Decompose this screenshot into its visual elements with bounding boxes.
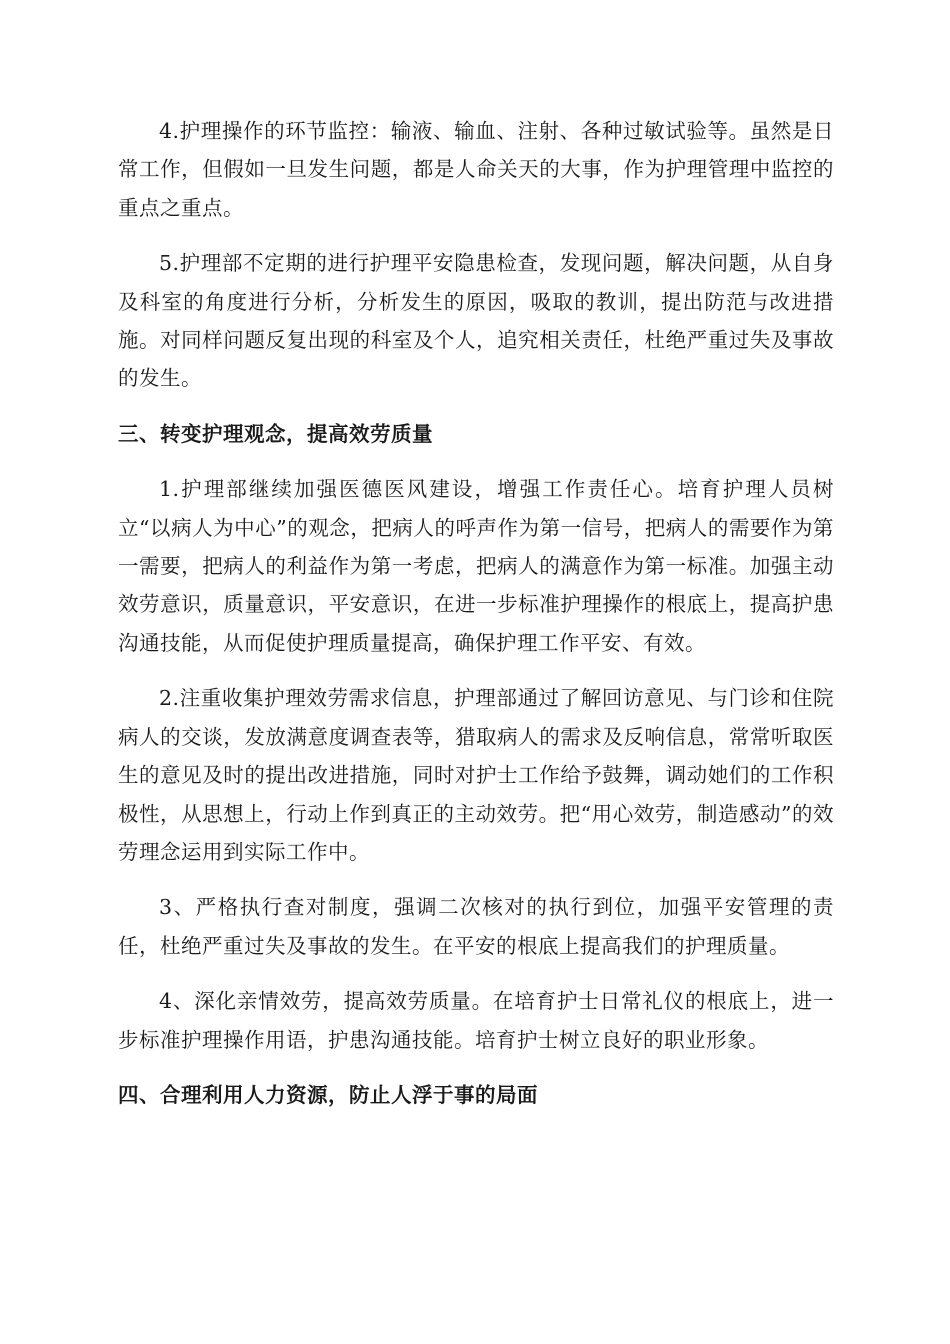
paragraph-item-3-verification: 3、严格执行查对制度，强调二次核对的执行到位，加强平安管理的责任，杜绝严重过失及事故的发生。在平安的根底上提高我们的护理质量。 xyxy=(118,895,834,958)
section-heading-4: 四、合理利用人力资源，防止人浮于事的局面 xyxy=(118,1082,538,1107)
paragraph-item-5-safety-check: 5.护理部不定期的进行护理平安隐患检查，发现问题，解决问题，从自身及科室的角度进行分析，分析发生的原因，吸取的教训，提出防范与改进措施。对同样问题反复出现的科室及个人，追究相关责任，杜绝严重过失及事故的发生。 xyxy=(118,251,834,391)
paragraph-item-1-ethics: 1.护理部继续加强医德医风建设，增强工作责任心。培育护理人员树立“以病人为中心”的观念，把病人的呼声作为第一信号，把病人的需要作为第一需要，把病人的利益作为第一考虑，把病人的满意作为第一标准。加强主动效劳意识，质量意识，平安意识，在进一步标准护理操作的根底上，提高护患沟通技能，从而促使护理质量提高，确保护理工作平安、有效。 xyxy=(118,477,834,655)
paragraph-item-4-monitoring: 4.护理操作的环节监控：输液、输血、注射、各种过敏试验等。虽然是日常工作，但假如一旦发生问题，都是人命关天的大事，作为护理管理中监控的重点之重点。 xyxy=(118,119,834,220)
paragraph-item-2-service-info: 2.注重收集护理效劳需求信息，护理部通过了解回访意见、与门诊和住院病人的交谈，发放满意度调查表等，猎取病人的需求及反响信息，常常听取医生的意见及时的提出改进措施，同时对护士工作给予鼓舞，调动她们的工作积极性，从思想上，行动上作到真正的主动效劳。把“用心效劳，制造感动”的效劳理念运用到实际工作中。 xyxy=(118,686,834,864)
paragraph-item-4-service-quality: 4、深化亲情效劳，提高效劳质量。在培育护士日常礼仪的根底上，进一步标准护理操作用语，护患沟通技能。培育护士树立良好的职业形象。 xyxy=(118,989,834,1052)
document-page xyxy=(118,112,834,1131)
section-heading-3: 三、转变护理观念，提高效劳质量 xyxy=(118,421,433,446)
